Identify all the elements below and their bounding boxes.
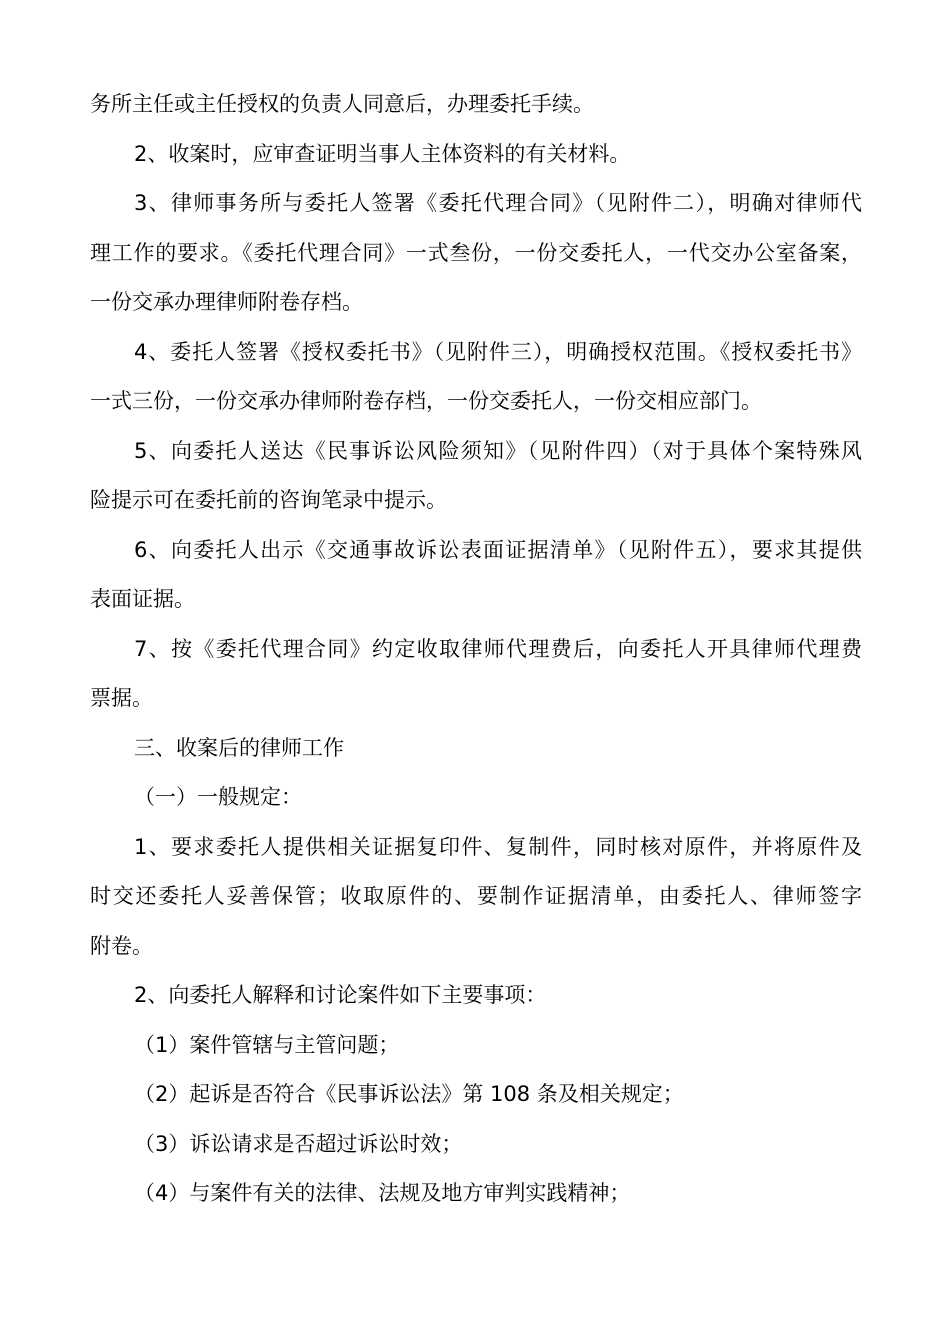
list-item: （4）与案件有关的法律、法规及地方审判实践精神； <box>134 1181 631 1205</box>
text-line: 6、向委托人出示《交通事故诉讼表面证据清单》（见附件五），要求其提供 <box>134 537 862 562</box>
section-heading: 三、收案后的律师工作 <box>134 735 344 760</box>
text-line: 一份交承办理律师附卷存档。 <box>90 290 363 314</box>
text-line: 附卷。 <box>90 933 153 958</box>
text-line: 4、委托人签署《授权委托书》（见附件三），明确授权范围。《授权委托书》 <box>134 339 862 364</box>
text-line: 2、收案时，应审查证明当事人主体资料的有关材料。 <box>134 141 631 166</box>
text-line: 票据。 <box>90 686 153 710</box>
subsection-heading: （一）一般规定： <box>134 785 302 809</box>
text-line: 一式三份，一份交承办律师附卷存档，一份交委托人，一份交相应部门。 <box>90 389 762 413</box>
document-page <box>90 80 862 1219</box>
text-line: 表面证据。 <box>90 587 195 611</box>
text-line: 1、要求委托人提供相关证据复印件、复制件，同时核对原件，并将原件及 <box>134 834 862 859</box>
list-item: （1）案件管辖与主管问题； <box>134 1032 400 1057</box>
text-line: 3、律师事务所与委托人签署《委托代理合同》（见附件二），明确对律师代 <box>134 191 862 215</box>
list-item: （3）诉讼请求是否超过诉讼时效； <box>134 1131 463 1156</box>
text-line: 险提示可在委托前的咨询笔录中提示。 <box>90 488 447 512</box>
text-line: 理工作的要求。《委托代理合同》一式叁份，一份交委托人，一代交办公室备案， <box>90 240 862 265</box>
list-item: （2）起诉是否符合《民事诉讼法》第 108 条及相关规定； <box>134 1082 684 1106</box>
text-line: 2、向委托人解释和讨论案件如下主要事项： <box>134 983 547 1007</box>
text-line: 务所主任或主任授权的负责人同意后，办理委托手续。 <box>90 92 594 116</box>
text-line: 时交还委托人妥善保管；收取原件的、要制作证据清单，由委托人、律师签字 <box>90 884 862 908</box>
text-line: 7、按《委托代理合同》约定收取律师代理费后，向委托人开具律师代理费 <box>134 636 862 661</box>
text-line: 5、向委托人送达《民事诉讼风险须知》（见附件四）（对于具体个案特殊风 <box>134 438 862 463</box>
